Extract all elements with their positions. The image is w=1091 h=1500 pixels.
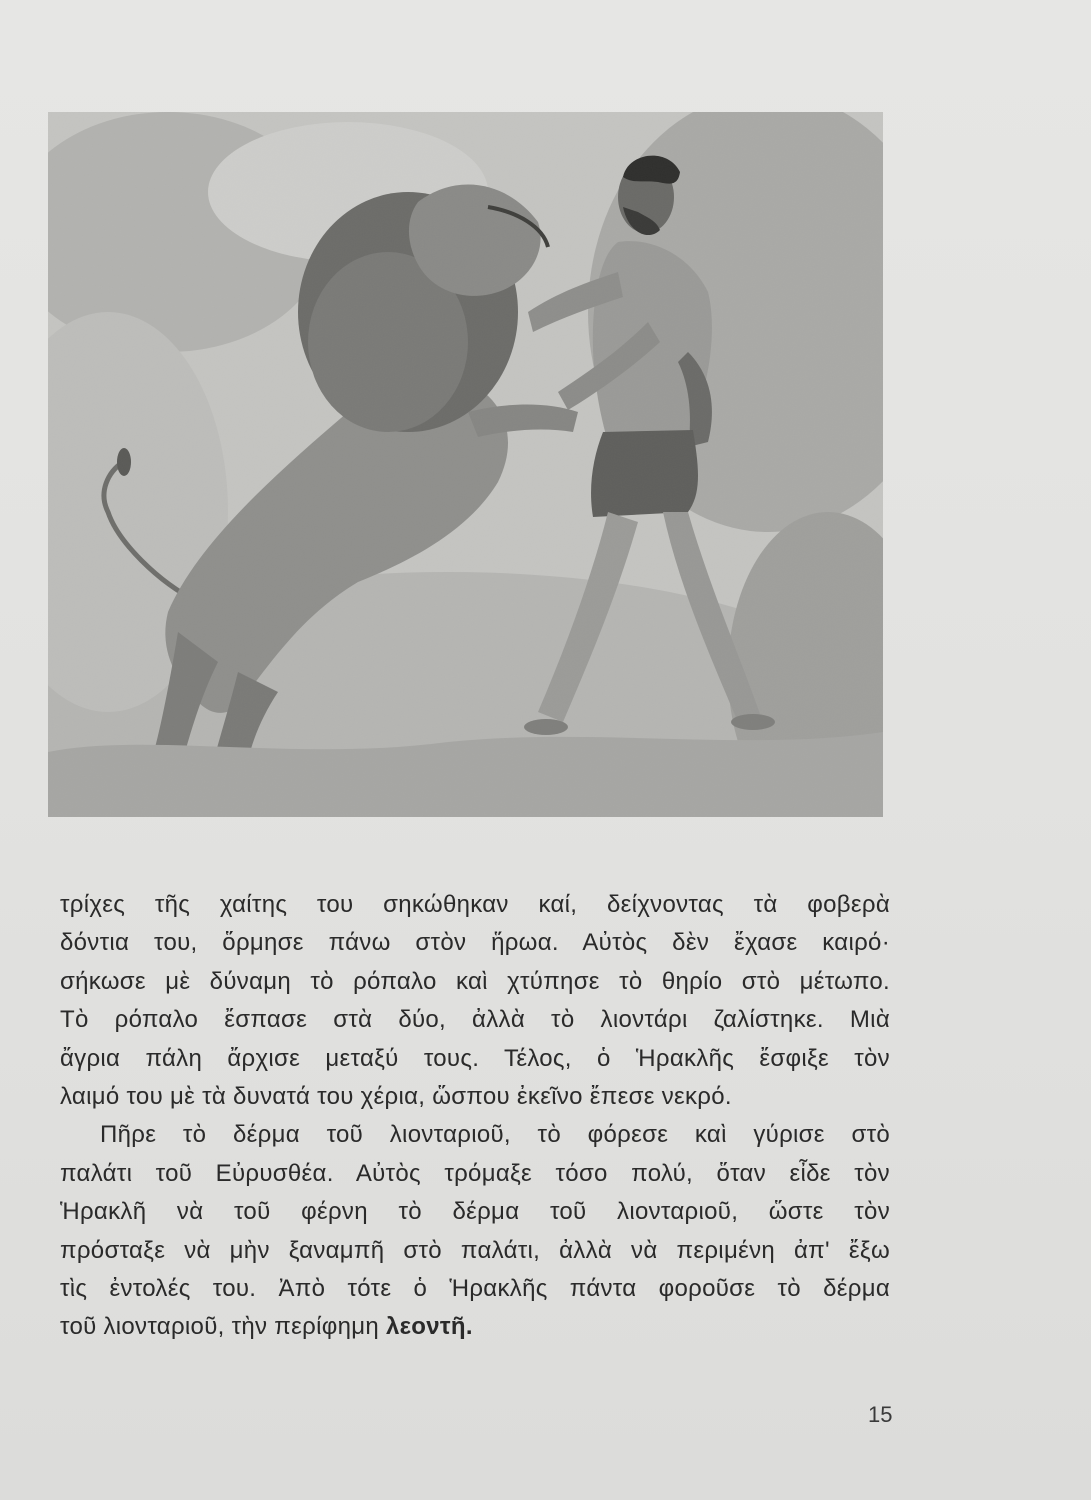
bold-term: λεοντῆ. bbox=[385, 1313, 473, 1341]
page-number: 15 bbox=[868, 1402, 893, 1427]
text-line: Τὸ ρόπαλο ἔσπασε στὰ δύο, ἀλλὰ τὸ λιοντάρι ζαλίστηκε. Μιὰ bbox=[60, 1006, 890, 1034]
text-line: τὶς ἐντολές του. Ἀπὸ τότε ὁ Ἡρακλῆς πάντα φοροῦσε τὸ δέρμα bbox=[60, 1274, 890, 1302]
text-line: Πῆρε τὸ δέρμα τοῦ λιονταριοῦ, τὸ φόρεσε καὶ γύρισε στὸ bbox=[100, 1121, 890, 1149]
text-line: παλάτι τοῦ Εὐρυσθέα. Αὐτὸς τρόμαξε τόσο πολύ, ὅταν εἶδε τὸν bbox=[60, 1159, 890, 1187]
text-line-final bbox=[60, 1308, 890, 1346]
text-line: τρίχες τῆς χαίτης του σηκώθηκαν καί, δείχνοντας τὰ φοβερὰ bbox=[60, 891, 890, 918]
text-span: τοῦ λιονταριοῦ, τὴν περίφημη bbox=[60, 1313, 386, 1341]
text-line: πρόσταξε νὰ μὴν ξαναμπῆ στὸ παλάτι, ἀλλὰ νὰ περιμένη ἀπ' ἔξω bbox=[60, 1236, 890, 1264]
story-text bbox=[60, 886, 890, 1347]
text-line: δόντια του, ὅρμησε πάνω στὸν ἥρωα. Αὐτὸς δὲν ἔχασε καιρό· bbox=[60, 929, 890, 957]
text-line: λαιμό του μὲ τὰ δυνατά του χέρια, ὥσπου ἐκεῖνο ἔπεσε νεκρό. bbox=[60, 1082, 732, 1110]
text-line: Ἡρακλῆ νὰ τοῦ φέρνη τὸ δέρμα τοῦ λιονταριοῦ, ὥστε τὸν bbox=[60, 1198, 890, 1226]
text-line: ἄγρια πάλη ἄρχισε μεταξύ τους. Τέλος, ὁ Ἡρακλῆς ἔσφιξε τὸν bbox=[60, 1044, 890, 1072]
lion-wrestling-illustration bbox=[48, 112, 883, 817]
hero-wrestling-lion-icon bbox=[48, 112, 883, 817]
text-line: σήκωσε μὲ δύναμη τὸ ρόπαλο καὶ χτύπησε τὸ θηρίο στὸ μέτωπο. bbox=[60, 967, 890, 995]
